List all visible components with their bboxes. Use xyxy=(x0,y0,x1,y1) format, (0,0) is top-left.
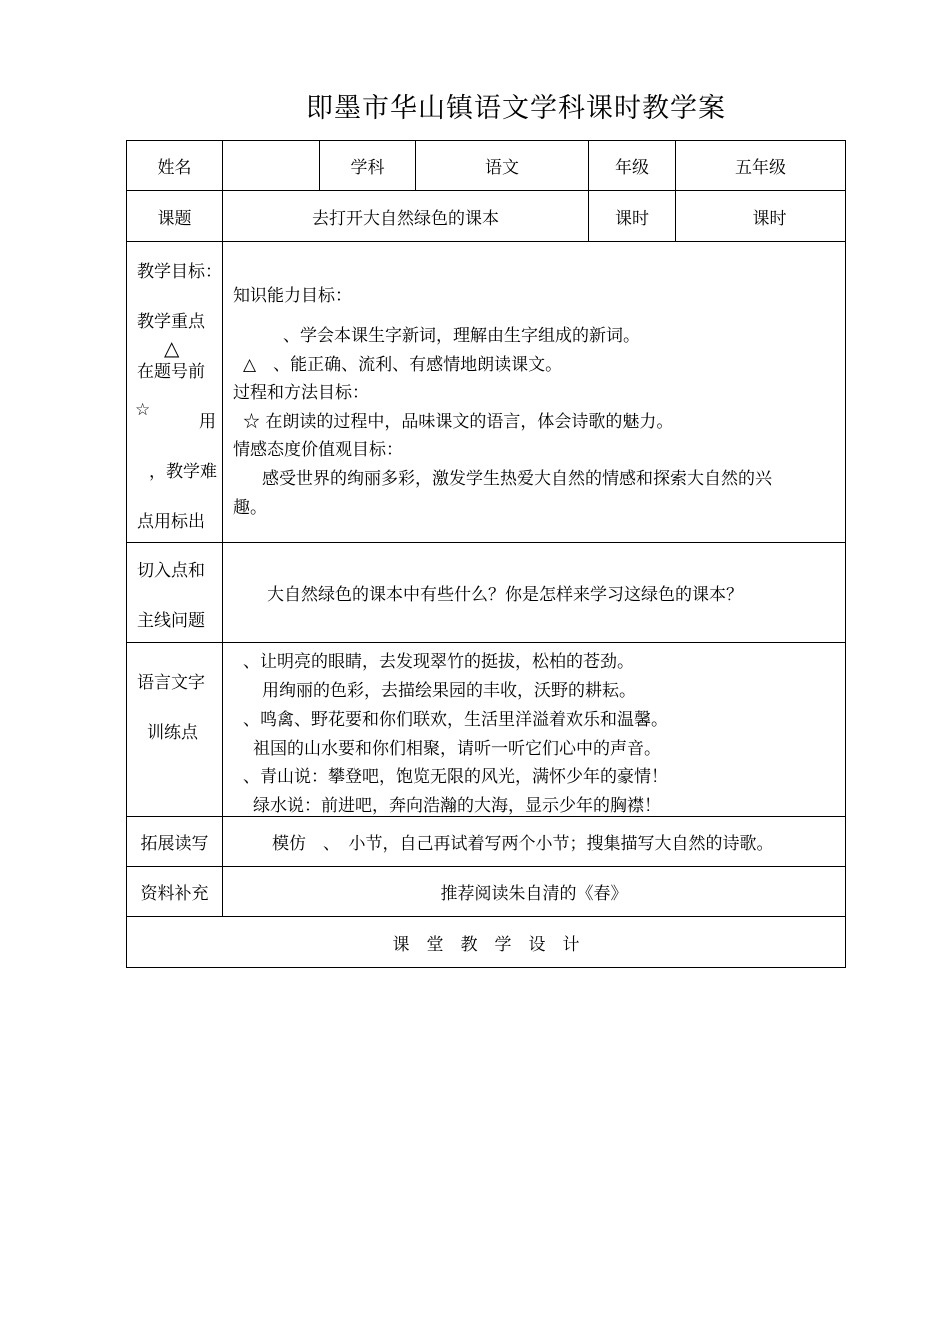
classroom-design-heading: 课 堂 教 学 设 计 xyxy=(392,934,580,955)
supplement-content: 推荐阅读朱自清的《春》 xyxy=(440,884,628,904)
grade-label: 年级 xyxy=(615,158,649,178)
training-line: 、青山说：攀登吧，饱览无限的风光，满怀少年的豪情！ xyxy=(243,767,668,787)
training-line: 祖国的山水要和你们相聚，请听一听它们心中的声音。 xyxy=(253,739,661,759)
extension-content: 模仿 、 小节，自己再试着写两个小节；搜集描写大自然的诗歌。 xyxy=(272,834,774,854)
objectives-label-line1: 教学目标： xyxy=(137,262,222,282)
training-line: 用绚丽的色彩，去描绘果园的丰收，沃野的耕耘。 xyxy=(262,681,636,701)
training-line: 、让明亮的眼睛，去发现翠竹的挺拔，松柏的苍劲。 xyxy=(243,652,634,672)
star-mark-icon: ☆ xyxy=(135,400,151,420)
topic-label: 课题 xyxy=(157,208,192,229)
knowledge-item: △ 、能正确、流利、有感情地朗读课文。 xyxy=(243,355,563,375)
period-label: 课时 xyxy=(615,208,649,229)
language-training-label: 语言文字 xyxy=(137,673,205,693)
knowledge-item: 、学会本课生字新词，理解由生字组成的新词。 xyxy=(283,326,640,346)
knowledge-heading: 知识能力目标： xyxy=(233,286,352,306)
name-value xyxy=(223,141,319,190)
objectives-label-line3: 在题号前 xyxy=(137,362,205,382)
page-title: 即墨市华山镇语文学科课时教学案 xyxy=(306,93,726,124)
row-divider xyxy=(127,816,845,817)
row-divider xyxy=(127,542,845,543)
main-question: 大自然绿色的课本中有些什么？你是怎样来学习这绿色的课本？ xyxy=(267,585,743,605)
training-line: 、鸣禽、野花要和你们联欢，生活里洋溢着欢乐和温馨。 xyxy=(243,710,668,730)
language-training-label: 训练点 xyxy=(147,723,198,743)
extension-label: 拓展读写 xyxy=(140,834,209,854)
emotion-text: 感受世界的绚丽多彩，激发学生热爱大自然的情感和探索大自然的兴 xyxy=(262,469,772,489)
emotion-text: 趣。 xyxy=(233,498,267,518)
entry-point-label: 主线问题 xyxy=(137,611,205,631)
entry-point-label: 切入点和 xyxy=(137,561,205,581)
objectives-label-line6: 点用标出 xyxy=(137,512,205,532)
subject-label: 学科 xyxy=(350,158,385,178)
supplement-label: 资料补充 xyxy=(140,884,209,904)
objectives-label-line4: 用 xyxy=(199,412,216,432)
subject-value: 语文 xyxy=(485,158,519,178)
period-value: 课时 xyxy=(752,208,787,229)
triangle-mark-icon: △ xyxy=(164,336,180,360)
topic-value: 去打开大自然绿色的课本 xyxy=(312,208,499,229)
objectives-label-line5: ，教学难 xyxy=(149,462,217,482)
row-divider xyxy=(127,241,845,242)
grade-value: 五年级 xyxy=(735,158,786,178)
process-item: ☆ 在朗读的过程中，品味课文的语言，体会诗歌的魅力。 xyxy=(243,412,674,432)
objectives-label-line2: 教学重点 xyxy=(137,312,205,332)
emotion-heading: 情感态度价值观目标： xyxy=(233,440,403,460)
column-divider xyxy=(222,141,223,917)
lesson-plan-table xyxy=(126,140,846,968)
process-heading: 过程和方法目标： xyxy=(233,383,369,403)
name-label: 姓名 xyxy=(157,158,192,178)
row-divider xyxy=(127,642,845,643)
training-line: 绿水说：前进吧，奔向浩瀚的大海，显示少年的胸襟！ xyxy=(253,796,661,816)
